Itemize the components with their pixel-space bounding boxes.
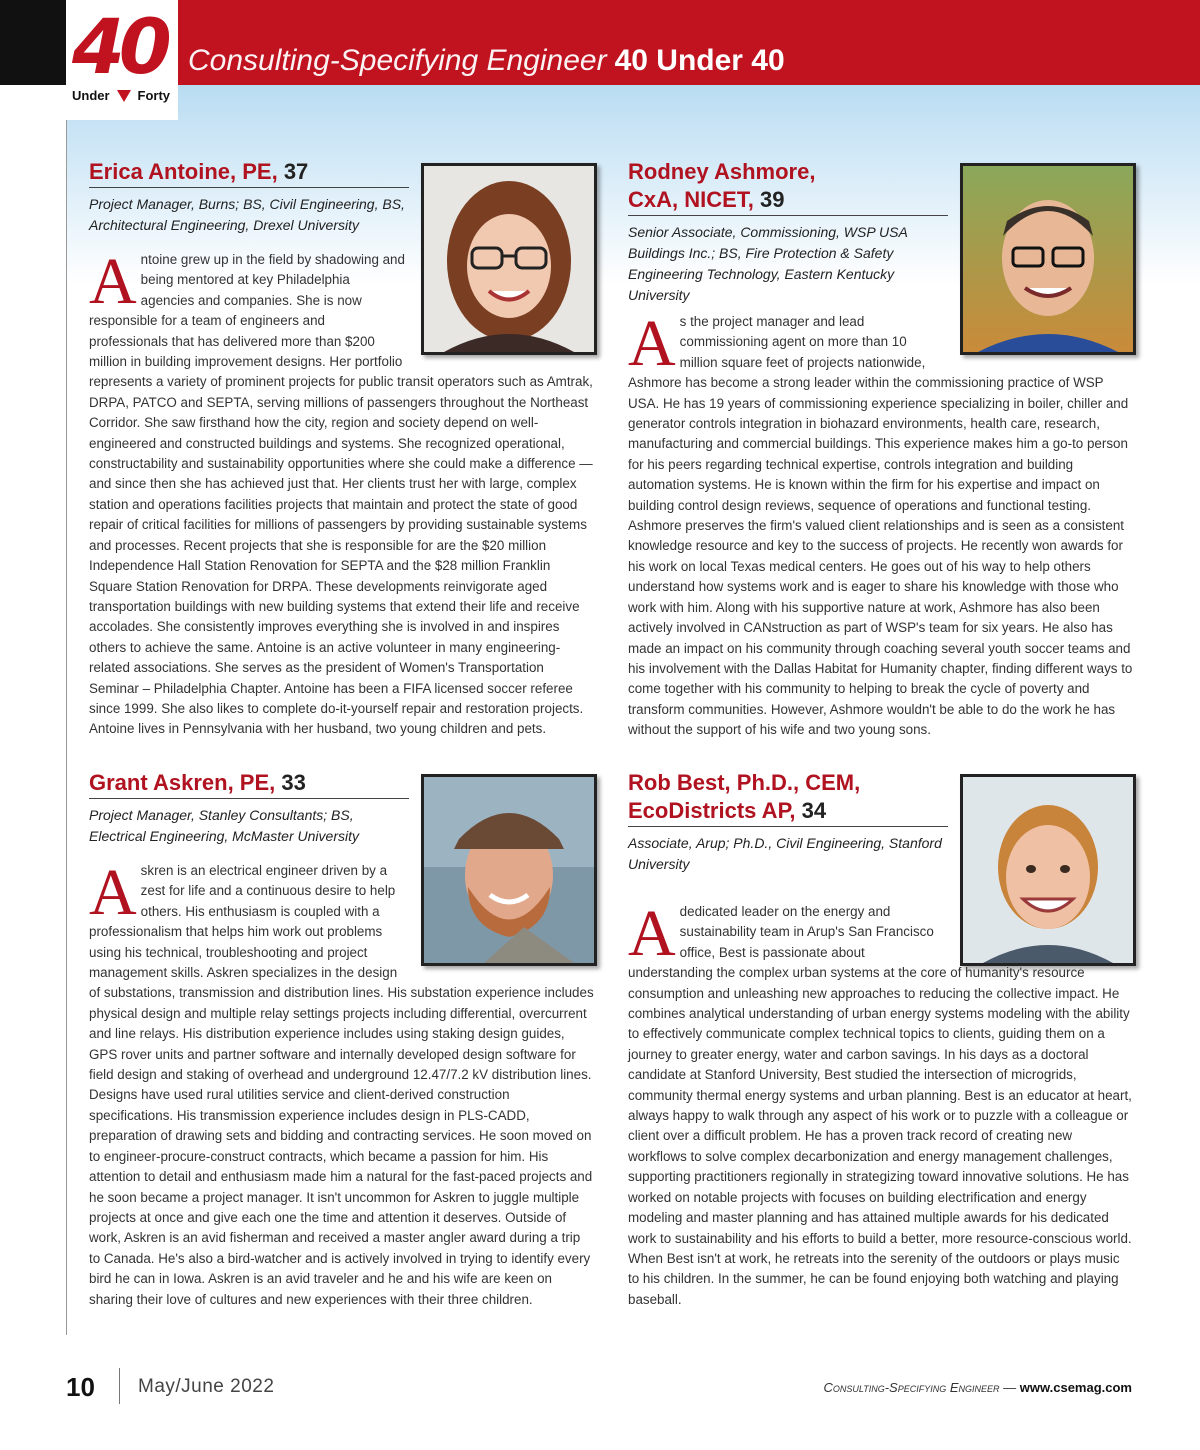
profile-age: 34 xyxy=(801,798,827,823)
page-number: 10 xyxy=(66,1372,95,1402)
footer-magazine: Consulting-Specifying Engineer xyxy=(823,1380,1000,1395)
drop-cap: A xyxy=(89,856,137,929)
name-rule xyxy=(89,798,409,799)
drop-cap: A xyxy=(628,897,676,970)
forty-under-forty-logo xyxy=(66,0,178,120)
drop-cap: A xyxy=(89,245,137,318)
profile-name: Rob Best, Ph.D., CEM, EcoDistricts AP, 34 xyxy=(628,770,861,823)
website-link[interactable]: www.csemag.com xyxy=(1019,1380,1132,1395)
page-footer xyxy=(0,1372,1200,1402)
profile-details: Project Manager, Burns; BS, Civil Engineering, BS, Architectural Engineering, Drexel University xyxy=(89,196,405,233)
profile-name: Rodney Ashmore, CxA, NICET, 39 xyxy=(628,159,816,212)
name-rule xyxy=(89,187,409,188)
magazine-name: Consulting-Specifying Engineer xyxy=(188,44,607,77)
profile-header xyxy=(628,158,948,306)
name-rule xyxy=(628,826,948,827)
drop-cap: A xyxy=(628,307,676,380)
profile-bio: Antoine grew up in the field by shadowing and being mentored at key Philadelphia agencies and companies. She is now responsible for a team of engineers and professionals that has delivered more than $200 million in building improvement designs. Her portfolio represents a variety of prominent projects for public transit operators such as Amtrak, DRPA, PATCO and SEPTA, serving millions of passengers throughout the Northeast Corridor. She saw firsthand how the city, region and society depend on well-engineered and constructed buildings and systems. She recognized operational, constructability and sustainability opportunities where she could make a difference — and since then she has achieved just that. Her clients trust her with large, complex station and operations facilities projects that maintain and protect the state of good repair of critical facilities for millions of passengers by providing sustainable systems and processes. Recent projects that she is responsible for are the $20 million Independence Hall Station Renovation for SEPTA and the $28 million Franklin Square Station Renovation for DRPA. These developments reinvigorate aged transportation buildings with new building systems that extend their life and receive accolades. She consistently improves everything she is involved in and inspires others to achieve the same. Antoine is an active volunteer in many engineering-related associations. She serves as the president of Women's Transportation Seminar – Philadelphia Chapter. Antoine has been a FIFA licensed soccer referee since 1999. She also likes to complete do-it-yourself repair and restoration projects. Antoine lives in Pennsylvania with her husband, two young children and pets. xyxy=(89,250,595,740)
profile-age: 39 xyxy=(760,187,785,212)
page-title xyxy=(188,44,785,78)
footer-credit xyxy=(823,1380,1132,1395)
profile-name: Grant Askren, PE, 33 xyxy=(89,770,306,795)
name-rule xyxy=(628,215,948,216)
profile-header xyxy=(89,158,409,236)
logo-subtitle xyxy=(72,88,170,103)
footer-separator: — xyxy=(1003,1380,1017,1395)
margin-rule xyxy=(66,85,67,1335)
footer-divider xyxy=(119,1368,120,1404)
issue-date: May/June 2022 xyxy=(138,1376,275,1397)
profile-name: Erica Antoine, PE, 37 xyxy=(89,159,309,184)
profile-bio: As the project manager and lead commissioning agent on more than 10 million square feet of projects nationwide, Ashmore has become a strong leader within the commissioning practice of WSP USA. He has 19 years of commissioning experience specializing in boiler, chiller and generator controls integration in biohazard environments, health care, research, manufacturing and commercial buildings. This experience makes him a go-to person for his peers regarding technical expertise, controls integration and building automation systems. He is known within the firm for his expertise and impact on building control design reviews, sequence of operations and functional testing. Ashmore preserves the firm's valued client relationships and is seen as a consistent knowledge resource and key to the success of projects. He recently won awards for his work on local Texas medical centers. He goes out of his way to help others understand how systems work and is eager to share his knowledge with those who work with him. Along with his supportive nature at work, Ashmore has also been actively involved in CANstruction as part of WSP's team for six years. He also has made an impact on his community through coaching several youth soccer teams and his involvement with the Dallas Habitat for Humanity chapter, finding different ways to come together with his community to helping to break the cycle of poverty and transform communities. However, Ashmore wouldn't be able to do the work he has without the support of his wife and two young sons. xyxy=(628,307,1133,738)
profile-details: Associate, Arup; Ph.D., Civil Engineering, Stanford University xyxy=(628,835,942,872)
profile-header xyxy=(89,769,409,847)
header-corner xyxy=(0,0,66,85)
profile-bio: A dedicated leader on the energy and sustainability team in Arup's San Francisco office, Best is passionate about understanding the complex urban systems at the core of humanity's resource consumption and unleashing new approaches to reducing the collective impact. He combines analytical understanding of urban energy systems modeling with the ability to effectively communicate complex technical topics to clients, guiding them on a journey to greater energy, water and carbon savings. In his days as a doctoral candidate at Stanford University, Best studied the intersection of microgrids, community thermal energy systems and urban planning. Best is an educator at heart, always happy to walk through any aspect of his work or to puzzle with a colleague or client over a difficult problem. He has a proven track record of creating new workflows to solve complex decarbonization and energy management challenges, supporting practitioners regionally in strategizing toward innovative solutions. He has worked on notable projects with focuses on building electrification and energy modeling and master planning and has attained multiple awards for his dedicated work to sustainability and his efforts to build a better, more resource-conscious world. When Best isn't at work, he retreats into the serenity of the outdoors or plays music to his children. In the summer, he can be found enjoying both watching and playing baseball. xyxy=(628,902,1134,1310)
list-title: 40 Under 40 xyxy=(614,44,785,77)
photo-spacer xyxy=(944,902,1134,960)
logo-triangle-icon xyxy=(117,90,131,102)
profile-details: Project Manager, Stanley Consultants; BS, Electrical Engineering, McMaster University xyxy=(89,807,359,844)
logo-right-word: Forty xyxy=(137,88,170,103)
profile-age: 37 xyxy=(283,159,309,184)
photo-spacer xyxy=(405,861,595,979)
logo-number: 40 xyxy=(72,2,166,91)
logo-left-word: Under xyxy=(72,88,110,103)
profile-header xyxy=(628,769,948,875)
profile-bio: Askren is an electrical engineer driven by a zest for life and a continuous desire to help others. His enthusiasm is coupled with a professionalism that helps him work out problems using his technical, troubleshooting and project management skills. Askren specializes in the design of substations, transmission and distribution lines. His substation experience includes physical design and multiple relay settings projects including differential, overcurrent and line relays. His distribution experience includes using staking design guides, GPS rover units and partner software and internally developed design software for field design and staking of overhead and underground 12.47/7.2 kV distribution lines. Designs have used rural utilities service and client-derived construction specifications. His transmission experience includes design in PLS-CADD, preparation of drawing sets and bidding and contracting services. He soon moved on to engineer-procure-construct contracts, which became a passion for him. His attention to detail and enthusiasm made him a natural for the fast-paced projects and he soon became a project manager. It isn't uncommon for Askren to juggle multiple projects at once and give each one the time and attention it deserves. Outside of work, Askren is an avid fisherman and received a master angler award during a trip to Canada. He's also a bird-watcher and is actively involved in trying to identify every bird he can in Iowa. Askren is an avid traveler and he and his wife are keen on sharing their love of cultures and new experiences with their three children. xyxy=(89,856,594,1307)
photo-spacer xyxy=(944,312,1134,370)
profile-details: Senior Associate, Commissioning, WSP USA Buildings Inc.; BS, Fire Protection & Safety Engineering Technology, Eastern Kentucky University xyxy=(628,224,908,303)
photo-spacer xyxy=(405,250,595,368)
profile-age: 33 xyxy=(281,770,306,795)
